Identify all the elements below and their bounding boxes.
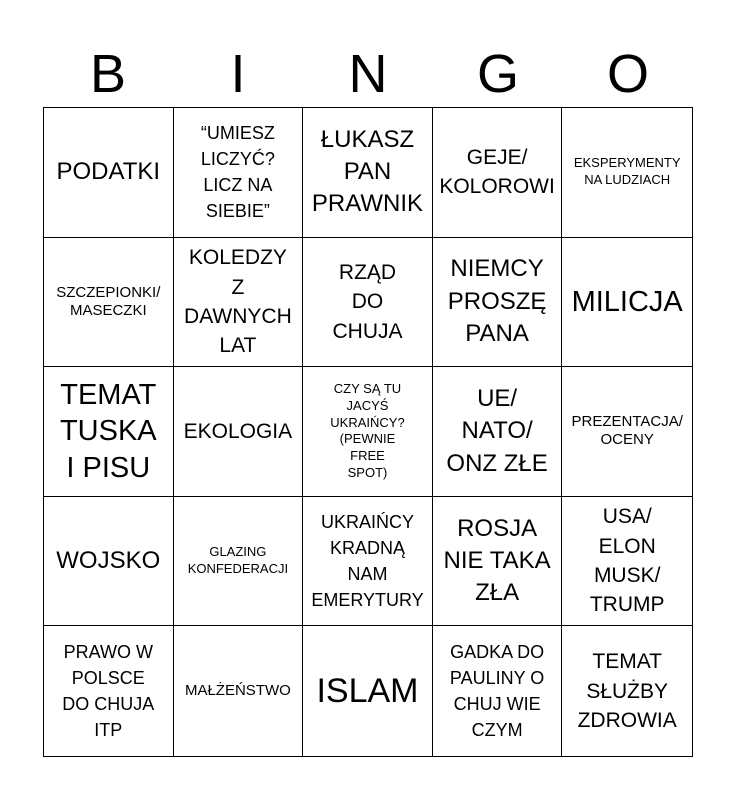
cell-text: TEMAT TUSKA I PISU <box>59 379 157 484</box>
cell-text: CZY SĄ TU JACYŚ UKRAIŃCY? (PEWNIE FREE SPOT) <box>330 380 405 481</box>
bingo-cell[interactable] <box>44 497 174 627</box>
cell-text: RZĄD DO CHUJA <box>332 260 403 343</box>
cell-text: GEJE/ KOLOROWI <box>439 145 555 199</box>
header-letter-n: N <box>348 44 388 104</box>
cell-text: UE/ NATO/ ONZ ZŁE <box>446 384 548 477</box>
bingo-cell[interactable] <box>44 626 174 756</box>
cell-text: MILICJA <box>571 285 683 318</box>
bingo-cell[interactable] <box>303 367 433 497</box>
bingo-cell[interactable] <box>433 108 563 238</box>
bingo-cell[interactable] <box>44 238 174 368</box>
cell-text: MAŁŻEŃSTWO <box>184 682 291 700</box>
bingo-cell[interactable] <box>433 238 563 368</box>
bingo-cell[interactable] <box>44 108 174 238</box>
cell-text: ISLAM <box>316 671 419 710</box>
bingo-header <box>43 40 693 108</box>
header-letter-b: B <box>89 44 127 104</box>
cell-text: UKRAIŃCY KRADNĄ NAM EMERYTURY <box>311 511 424 611</box>
bingo-cell[interactable] <box>562 626 692 756</box>
header-letter-g: G <box>476 44 519 104</box>
cell-text: SZCZEPIONKI/ MASECZKI <box>56 283 161 319</box>
bingo-cell[interactable] <box>303 108 433 238</box>
bingo-cell[interactable] <box>174 108 304 238</box>
bingo-cell[interactable] <box>562 367 692 497</box>
bingo-board <box>43 107 693 757</box>
cell-text: ROSJA NIE TAKA ZŁA <box>443 514 551 607</box>
bingo-cell[interactable] <box>303 497 433 627</box>
cell-text: EKSPERYMENTY NA LUDZIACH <box>573 155 681 188</box>
cell-text: GLAZING KONFEDERACJI <box>187 544 289 577</box>
bingo-cell[interactable] <box>433 497 563 627</box>
cell-text: PREZENTACJA/ OCENY <box>571 413 683 449</box>
cell-text: TEMAT SŁUŻBY ZDROWIA <box>577 650 677 732</box>
cell-text: PODATKI <box>56 158 161 186</box>
bingo-cell[interactable] <box>562 108 692 238</box>
cell-text: EKOLOGIA <box>183 419 293 443</box>
cell-text: USA/ ELON MUSK/ TRUMP <box>589 505 665 617</box>
bingo-cell[interactable] <box>433 367 563 497</box>
cell-text: WOJSKO <box>56 546 161 574</box>
cell-text: ŁUKASZ PAN PRAWNIK <box>311 125 424 218</box>
cell-text: KOLEDZY Z DAWNYCH LAT <box>184 246 292 358</box>
cell-text: GADKA DO PAULINY O CHUJ WIE CZYM <box>449 642 545 741</box>
bingo-cell[interactable] <box>433 626 563 756</box>
bingo-cell[interactable] <box>174 626 304 756</box>
cell-text: “UMIESZ LICZYĆ? LICZ NA SIEBIE” <box>200 123 275 222</box>
bingo-cell[interactable] <box>174 367 304 497</box>
cell-text: NIEMCY PROSZĘ PANA <box>447 255 547 348</box>
bingo-cell[interactable] <box>174 238 304 368</box>
bingo-cell[interactable] <box>44 367 174 497</box>
bingo-cell[interactable] <box>303 626 433 756</box>
bingo-cell[interactable] <box>303 238 433 368</box>
bingo-cell[interactable] <box>174 497 304 627</box>
header-letter-o: O <box>606 44 649 104</box>
bingo-cell[interactable] <box>562 238 692 368</box>
bingo-cell[interactable] <box>562 497 692 627</box>
header-letter-i: I <box>230 44 246 104</box>
cell-text: PRAWO W POLSCE DO CHUJA ITP <box>62 642 155 741</box>
